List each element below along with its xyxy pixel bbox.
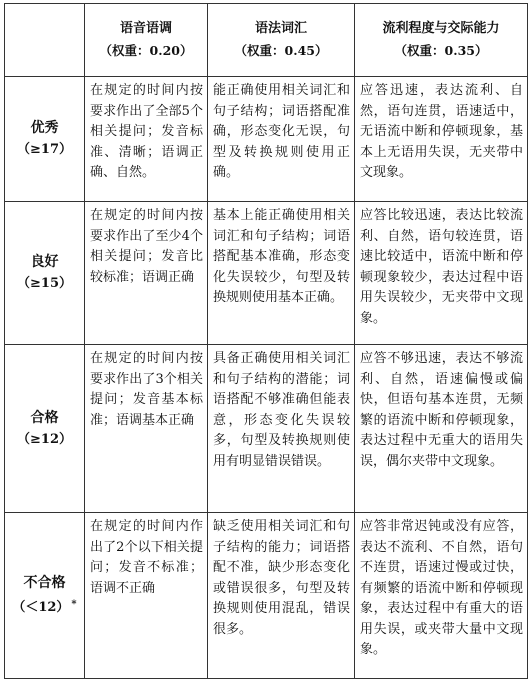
column-name: 语音语调	[119, 21, 172, 36]
column-name: 语法词汇	[254, 21, 307, 36]
grade-cell	[5, 202, 85, 345]
fluency-cell: 应答迅速，表达流利、自然，语句连贯，语速适中，无语流中断和停顿现象，基本上无语用失误，无夹带中文现象。	[355, 77, 528, 202]
table-row	[5, 345, 528, 513]
column-weight: （权重：0.20）	[99, 43, 193, 58]
fluency-cell: 应答不够迅速，表达不够流利、自然，语速偏慢或偏快，但语句基本连贯，无频繁的语流中断和停顿现象，表达过程中无重大的语用失误，偶尔夹带中文现象。	[355, 345, 528, 513]
grade-cell	[5, 513, 85, 679]
table-row	[5, 513, 528, 679]
grade-score: （≥15）	[17, 276, 72, 291]
grade-label: 合格	[30, 409, 59, 426]
fluency-cell: 应答非常迟钝或没有应答，表达不流利、不自然，语句不连贯，语速过慢或过快，有频繁的语流中断和停顿现象，表达过程中有重大的语用失误，或夹带大量中文现象。	[355, 513, 528, 679]
grade-cell	[5, 345, 85, 513]
fluency-cell: 应答比较迅速，表达比较流利、自然，语句较连贯，语速比较适中，语流中断和停顿现象较少，表达过程中语用失误较少，无夹带中文现象。	[355, 202, 528, 345]
header-corner-cell	[5, 4, 85, 77]
pronunciation-cell: 在规定的时间内作出了2个以下相关提问；发音不标准；语调不正确	[85, 513, 208, 679]
grammar-cell: 缺乏使用相关词汇和句子结构的能力；词语搭配不准，缺少形态变化或错误很多，句型及转换规则使用混乱，错误很多。	[208, 513, 355, 679]
grade-score	[5, 594, 84, 619]
pronunciation-cell: 在规定的时间内按要求作出了3个相关提问；发音基本标准；语调基本正确	[85, 345, 208, 513]
grade-cell	[5, 77, 85, 202]
table-row	[5, 202, 528, 345]
table-header-row	[5, 4, 528, 77]
grade-label: 优秀	[30, 120, 59, 136]
grade-label: 不合格	[23, 575, 66, 591]
table-row	[5, 77, 528, 202]
grade-label: 良好	[30, 254, 59, 270]
footnote-marker: *	[71, 599, 77, 610]
header-pronunciation	[85, 4, 208, 77]
scoring-rubric-table	[4, 3, 528, 679]
header-grammar	[208, 4, 355, 77]
pronunciation-cell: 在规定的时间内按要求作出了全部5个相关提问；发音标准、清晰；语调正确、自然。	[85, 77, 208, 202]
column-weight: （权重：0.45）	[234, 43, 328, 58]
grade-score-text: （＜12）	[12, 600, 70, 615]
column-name: 流利程度与交际能力	[382, 21, 500, 36]
grammar-cell: 具备正确使用相关词汇和句子结构的潜能；词语搭配不够准确但能表意，形态变化失误较多，句型及转换规则使用有明显错误错误。	[208, 345, 355, 513]
grammar-cell: 基本上能正确使用相关词汇和句子结构；词语搭配基本准确，形态变化失误较少，句型及转换规则使用基本正确。	[208, 202, 355, 345]
grade-score: （≥17）	[17, 142, 72, 157]
column-weight: （权重：0.35）	[394, 43, 488, 58]
grade-score: （≥12）	[17, 431, 72, 447]
grammar-cell: 能正确使用相关词汇和句子结构；词语搭配准确，形态变化无误，句型及转换规则使用正确。	[208, 77, 355, 202]
pronunciation-cell: 在规定的时间内按要求作出了至少4个相关提问；发音比较标准；语调正确	[85, 202, 208, 345]
header-fluency	[355, 4, 528, 77]
